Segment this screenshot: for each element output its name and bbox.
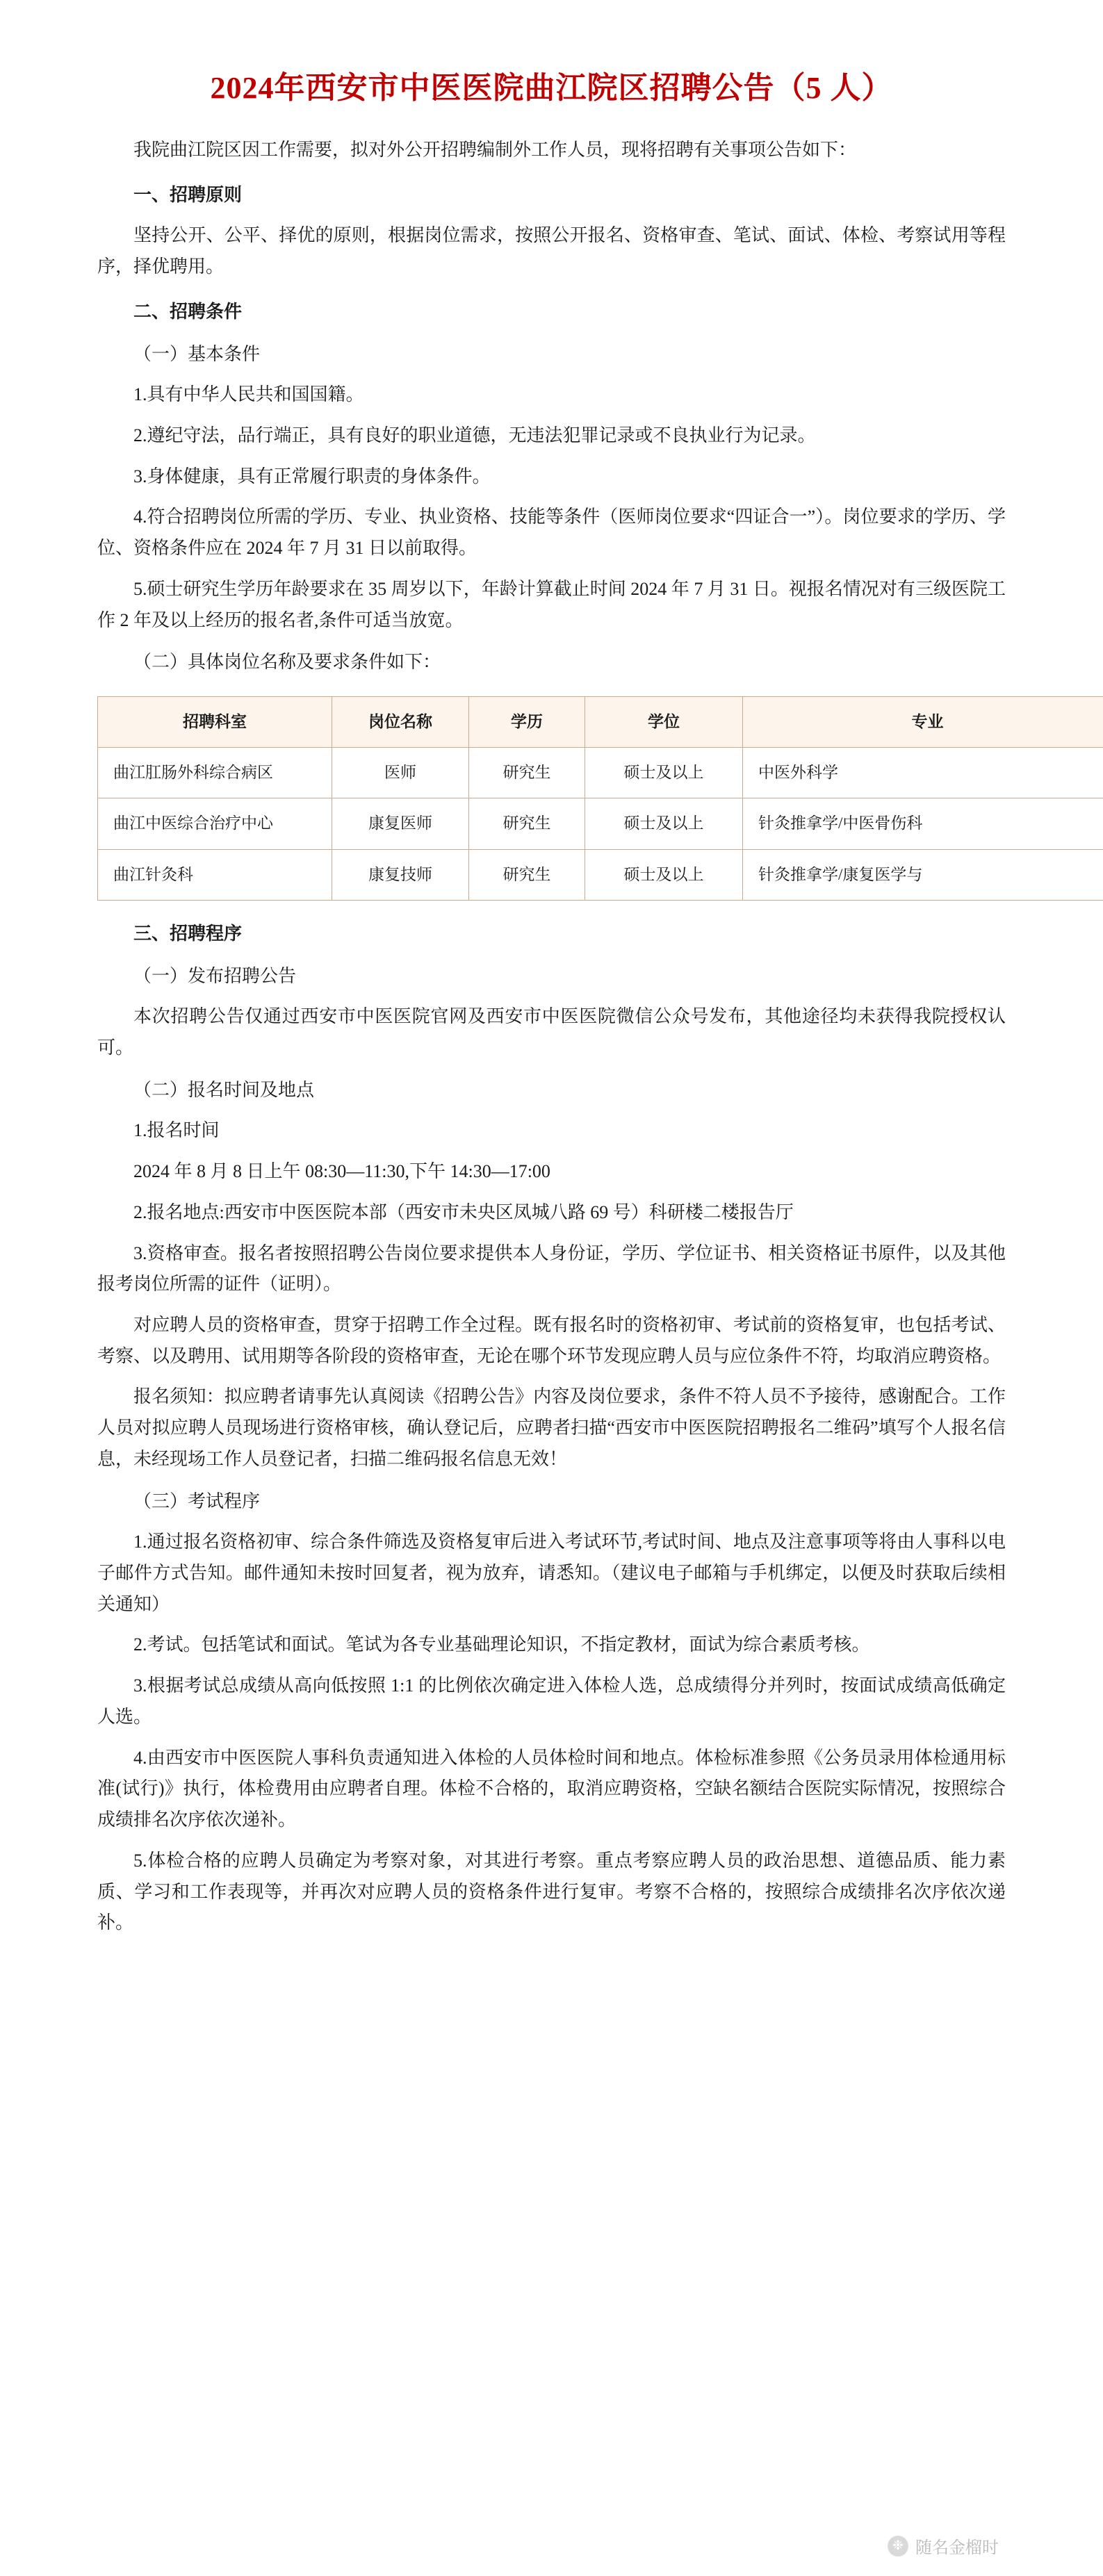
section-3-item-3: 3.资格审查。报名者按照招聘公告岗位要求提供本人身份证，学历、学位证书、相关资格证书原件，以及其他报考岗位所需的证件（证明）。: [97, 1242, 1006, 1295]
section-3-paragraph-2: 对应聘人员的资格审查，贯穿于招聘工作全过程。既有报名时的资格初审、考试前的资格复审，也包括考试、考察、以及聘用、试用期等各阶段的资格审查，无论在哪个环节发现应聘人员与应位条件不符，均取消应聘资格。: [97, 1315, 1006, 1366]
table-row: [98, 748, 1103, 798]
section-2-item-4: 4.符合招聘岗位所需的学历、专业、执业资格、技能等条件（医师岗位要求“四证合一”）。岗位要求的学历、学位、资格条件应在 2024 年 7 月 31 日以前取得。: [97, 507, 1006, 559]
section-3-subheading-2: （二）报名时间及地点: [133, 1079, 315, 1100]
cell-department: 曲江肛肠外科综合病区: [98, 748, 332, 798]
cell-department: 曲江中医综合治疗中心: [98, 798, 332, 849]
table-row: [98, 798, 1103, 849]
table-head: [98, 697, 1103, 748]
cell-department: 曲江针灸科: [98, 849, 332, 900]
page-title: 2024年西安市中医医院曲江院区招聘公告（5 人）: [210, 71, 893, 105]
column-header-major: 专业: [743, 697, 1103, 748]
cell-education: 研究生: [469, 849, 585, 900]
exam-item-5: 5.体检合格的应聘人员确定为考察对象，对其进行考察。重点考察应聘人员的政治思想、道德品质、能力素质、学习和工作表现等，并再次对应聘人员的资格条件进行复审。考察不合格的，按照综合成绩排名次序依次递补。: [97, 1850, 1006, 1933]
section-3-subheading-3: （三）考试程序: [133, 1491, 261, 1511]
cell-major: 针灸推拿学/康复医学与: [743, 849, 1103, 900]
watermark: [888, 2534, 999, 2558]
cell-major: 针灸推拿学/中医骨伤科: [743, 798, 1103, 849]
section-2-subheading-1: （一）基本条件: [133, 343, 261, 364]
cell-education: 研究生: [469, 798, 585, 849]
job-positions-table: [97, 696, 1103, 901]
cell-position: 医师: [332, 748, 469, 798]
section-heading-3: 三、招聘程序: [133, 923, 243, 944]
registration-notice: 报名须知：拟应聘者请事先认真阅读《招聘公告》内容及岗位要求，条件不符人员不予接待，感谢配合。工作人员对拟应聘人员现场进行资格审核，确认登记后，应聘者扫描“西安市中医医院招聘报名二维码”填写个人报名信息，未经现场工作人员登记者，扫描二维码报名信息无效！: [97, 1386, 1006, 1469]
cell-education: 研究生: [469, 748, 585, 798]
cell-position: 康复医师: [332, 798, 469, 849]
section-1-paragraph-1: 坚持公开、公平、择优的原则，根据岗位需求，按照公开报名、资格审查、笔试、面试、体检、考察试用等程序，择优聘用。: [97, 225, 1006, 277]
cell-degree: 硕士及以上: [585, 748, 743, 798]
exam-item-4: 4.由西安市中医医院人事科负责通知进入体检的人员体检时间和地点。体检标准参照《公务员录用体检通用标准(试行)》执行，体检费用由应聘者自理。体检不合格的，取消应聘资格，空缺名额结合医院实际情况，按照综合成绩排名次序依次递补。: [97, 1747, 1006, 1830]
table-row: [98, 849, 1103, 900]
section-3-paragraph-1: 本次招聘公告仅通过西安市中医医院官网及西安市中医医院微信公众号发布，其他途径均未获得我院授权认可。: [97, 1006, 1006, 1058]
column-header-degree: 学位: [585, 697, 743, 748]
section-heading-2: 二、招聘条件: [133, 301, 243, 322]
section-2-item-2: 2.遵纪守法，品行端正，具有良好的职业道德，无违法犯罪记录或不良执业行为记录。: [133, 425, 816, 446]
section-2-item-3: 3.身体健康，具有正常履行职责的身体条件。: [133, 466, 491, 486]
column-header-education: 学历: [469, 697, 585, 748]
intro-paragraph: 我院曲江院区因工作需要，拟对外公开招聘编制外工作人员，现将招聘有关事项公告如下：: [133, 140, 857, 160]
cell-position: 康复技师: [332, 849, 469, 900]
table-body: [98, 748, 1103, 901]
section-2-item-1: 1.具有中华人民共和国国籍。: [133, 384, 364, 405]
weibo-icon: ❉: [888, 2536, 908, 2557]
exam-item-2: 2.考试。包括笔试和面试。笔试为各专业基础理论知识，不指定教材，面试为综合素质考核。: [133, 1634, 870, 1655]
column-header-position: 岗位名称: [332, 697, 469, 748]
section-3-item-1: 1.报名时间: [133, 1120, 220, 1141]
section-3-subheading-1: （一）发布招聘公告: [133, 965, 297, 986]
section-2-subheading-2: （二）具体岗位名称及要求条件如下：: [133, 652, 441, 673]
watermark-text: 随名金榴时: [915, 2538, 999, 2557]
exam-item-3: 3.根据考试总成绩从高向低按照 1:1 的比例依次确定进入体检人选，总成绩得分并列时，按面试成绩高低确定人选。: [97, 1675, 1006, 1727]
cell-major: 中医外科学: [743, 748, 1103, 798]
registration-location: 2.报名地点:西安市中医医院本部（西安市未央区凤城八路 69 号）科研楼二楼报告厅: [133, 1201, 794, 1222]
table-header-row: [98, 697, 1103, 748]
cell-degree: 硕士及以上: [585, 798, 743, 849]
section-2-item-5: 5.硕士研究生学历年龄要求在 35 周岁以下，年龄计算截止时间 2024 年 7 月 31 日。视报名情况对有三级医院工作 2 年及以上经历的报名者,条件可适当放宽。: [97, 578, 1006, 630]
registration-time: 2024 年 8 月 8 日上午 08:30—11:30,下午 14:30—17:00: [133, 1161, 550, 1182]
section-heading-1: 一、招聘原则: [133, 184, 243, 205]
cell-degree: 硕士及以上: [585, 849, 743, 900]
column-header-department: 招聘科室: [98, 697, 332, 748]
exam-item-1: 1.通过报名资格初审、综合条件筛选及资格复审后进入考试环节,考试时间、地点及注意事项等将由人事科以电子邮件方式告知。邮件通知未按时回复者，视为放弃，请悉知。（建议电子邮箱与手机绑定，以便及时获取后续相关通知）: [97, 1532, 1006, 1614]
